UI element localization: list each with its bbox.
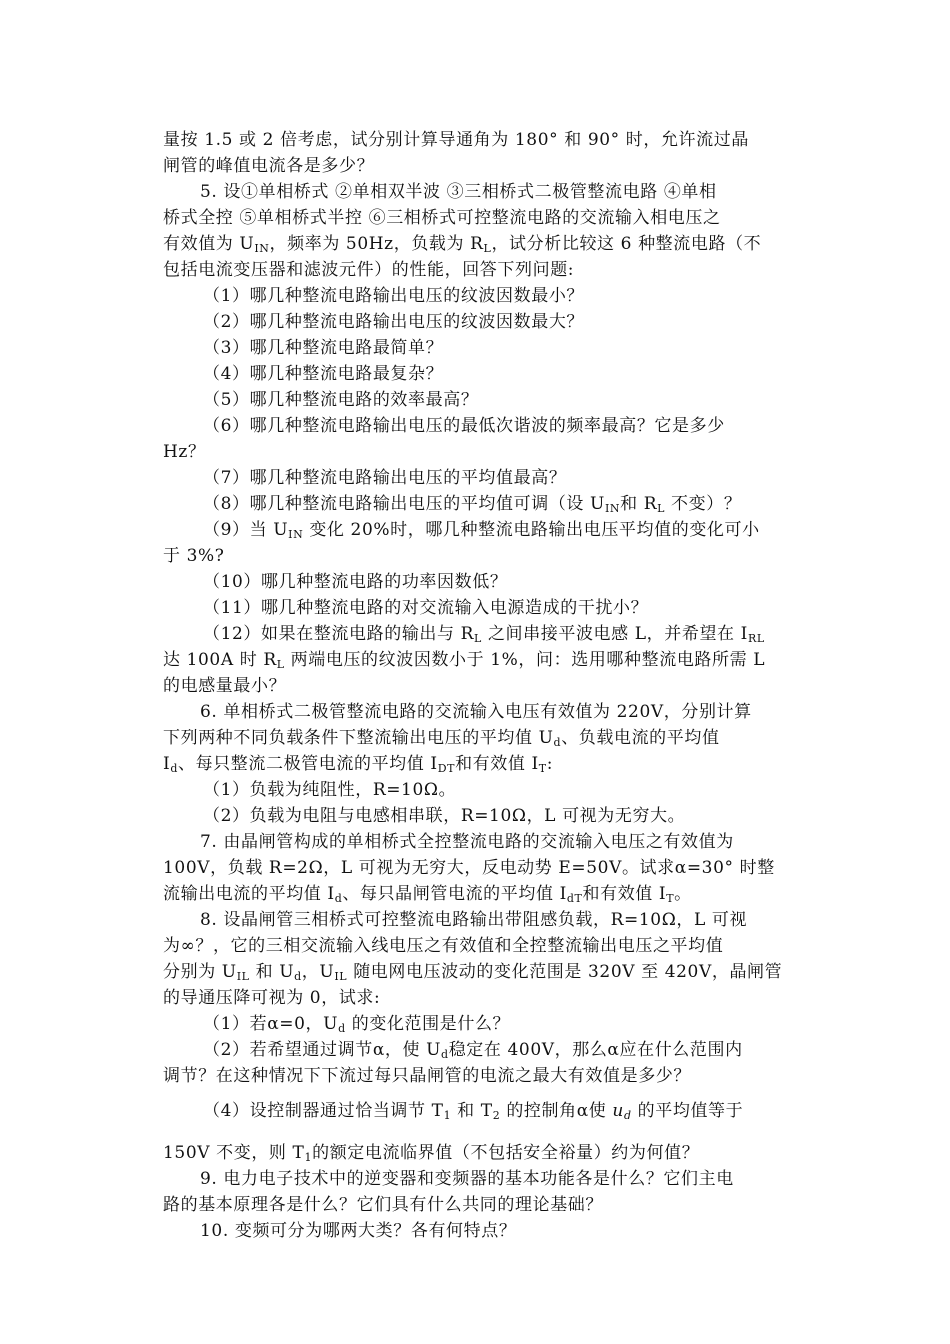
question-5-line: 5. 设①单相桥式 ②单相双半波 ③三相桥式二极管整流电路 ④单相 bbox=[200, 182, 717, 202]
text-line: 包括电流变压器和滤波元件）的性能，回答下列问题: bbox=[163, 260, 575, 280]
text-line: 下列两种不同负载条件下整流输出电压的平均值 $U_d$、负载电流的平均值 bbox=[163, 728, 720, 749]
sub-question-7: （7）哪几种整流电路输出电压的平均值最高？ bbox=[203, 468, 567, 488]
text-line: $I_d$、每只整流二极管电流的平均值 $I_{DT}$和有效值 $I_T$: bbox=[163, 754, 554, 775]
sub-question-4: （4）设控制器通过恰当调节 $T_1$ 和 $T_2$ 的控制角α使 $u_d$ 的平均值等于 bbox=[203, 1101, 744, 1122]
text-line: 的导通压降可视为 0，试求: bbox=[163, 988, 381, 1008]
sub-question-9: （9）当 $U_{IN}$ 变化 20%时，哪几种整流电路输出电压平均值的变化可小 bbox=[203, 520, 760, 541]
text-line: 闸管的峰值电流各是多少？ bbox=[163, 156, 375, 176]
question-6-line: 6. 单相桥式二极管整流电路的交流输入电压有效值为 220V，分别计算 bbox=[200, 702, 752, 722]
text-line: 为∞？，它的三相交流输入线电压之有效值和全控整流输出电压之平均值 bbox=[163, 936, 724, 956]
text-line: 100V，负载 R=2Ω，L 可视为无穷大，反电动势 E=50V。试求α=30° 时整 bbox=[163, 858, 775, 878]
text-line: 流输出电流的平均值 $I_d$、每只晶闸管电流的平均值 $I_{dT}$和有效值 $I_T$。 bbox=[163, 884, 692, 905]
sub-question-2: （2）负载为电阻与电感相串联，R=10Ω，L 可视为无穷大。 bbox=[203, 806, 686, 826]
text-line: 的电感量最小？ bbox=[163, 676, 287, 696]
text-line: Hz？ bbox=[163, 442, 206, 462]
sub-question-4: （4）哪几种整流电路最复杂？ bbox=[203, 364, 444, 384]
sub-question-10: （10）哪几种整流电路的功率因数低？ bbox=[203, 572, 508, 592]
text-line: 于 3%? bbox=[163, 546, 225, 566]
sub-question-1: （1）负载为纯阻性，R=10Ω。 bbox=[203, 780, 457, 800]
question-8-line: 8. 设晶闸管三相桥式可控整流电路输出带阻感负载，R=10Ω，L 可视 bbox=[200, 910, 748, 930]
question-10-line: 10. 变频可分为哪两大类？各有何特点？ bbox=[200, 1221, 517, 1241]
text-line: 调节？在这种情况下下流过每只晶闸管的电流之最大有效值是多少？ bbox=[163, 1066, 691, 1086]
sub-question-1: （1）哪几种整流电路输出电压的纹波因数最小？ bbox=[203, 286, 585, 306]
sub-question-2: （2）哪几种整流电路输出电压的纹波因数最大？ bbox=[203, 312, 585, 332]
text-line: 分别为 $U_{IL}$ 和 $U_d$，$U_{IL}$ 随电网电压波动的变化范围是 320V 至 420V，晶闸管 bbox=[163, 962, 783, 983]
text-line: 150V 不变，则 $T_1$的额定电流临界值（不包括安全裕量）约为何值？ bbox=[163, 1143, 700, 1164]
sub-question-5: （5）哪几种整流电路的效率最高？ bbox=[203, 390, 479, 410]
sub-question-12: （12）如果在整流电路的输出与 $R_L$ 之间串接平波电感 L，并希望在 $I_{RL}$ bbox=[203, 624, 765, 645]
sub-question-6: （6）哪几种整流电路输出电压的最低次谐波的频率最高？它是多少 bbox=[203, 416, 725, 436]
text-line: 达 100A 时 $R_L$ 两端电压的纹波因数小于 1%，问：选用哪种整流电路所需 L bbox=[163, 650, 766, 671]
sub-question-11: （11）哪几种整流电路的对交流输入电源造成的干扰小？ bbox=[203, 598, 649, 618]
sub-question-3: （3）哪几种整流电路最简单？ bbox=[203, 338, 444, 358]
text-line: 桥式全控 ⑤单相桥式半控 ⑥三相桥式可控整流电路的交流输入相电压之 bbox=[163, 208, 721, 228]
text-line: 路的基本原理各是什么？它们具有什么共同的理论基础？ bbox=[163, 1195, 603, 1215]
sub-question-2: （2）若希望通过调节α，使 $U_d$稳定在 400V，那么α应在什么范围内 bbox=[203, 1040, 743, 1061]
text-line: 量按 1.5 或 2 倍考虑，试分别计算导通角为 180° 和 90° 时，允许流过晶 bbox=[163, 130, 749, 150]
sub-question-1: （1）若α=0，$U_d$ 的变化范围是什么？ bbox=[203, 1014, 511, 1035]
question-9-line: 9. 电力电子技术中的逆变器和变频器的基本功能各是什么？它们主电 bbox=[200, 1169, 734, 1189]
text-line: 有效值为 $U_{IN}$，频率为 50Hz，负载为 $R_L$，试分析比较这 6 种整流电路（不 bbox=[163, 234, 762, 255]
sub-question-8: （8）哪几种整流电路输出电压的平均值可调（设 $U_{IN}$和 $R_L$ 不变）？ bbox=[203, 494, 742, 515]
question-7-line: 7. 由晶闸管构成的单相桥式全控整流电路的交流输入电压之有效值为 bbox=[200, 832, 734, 852]
